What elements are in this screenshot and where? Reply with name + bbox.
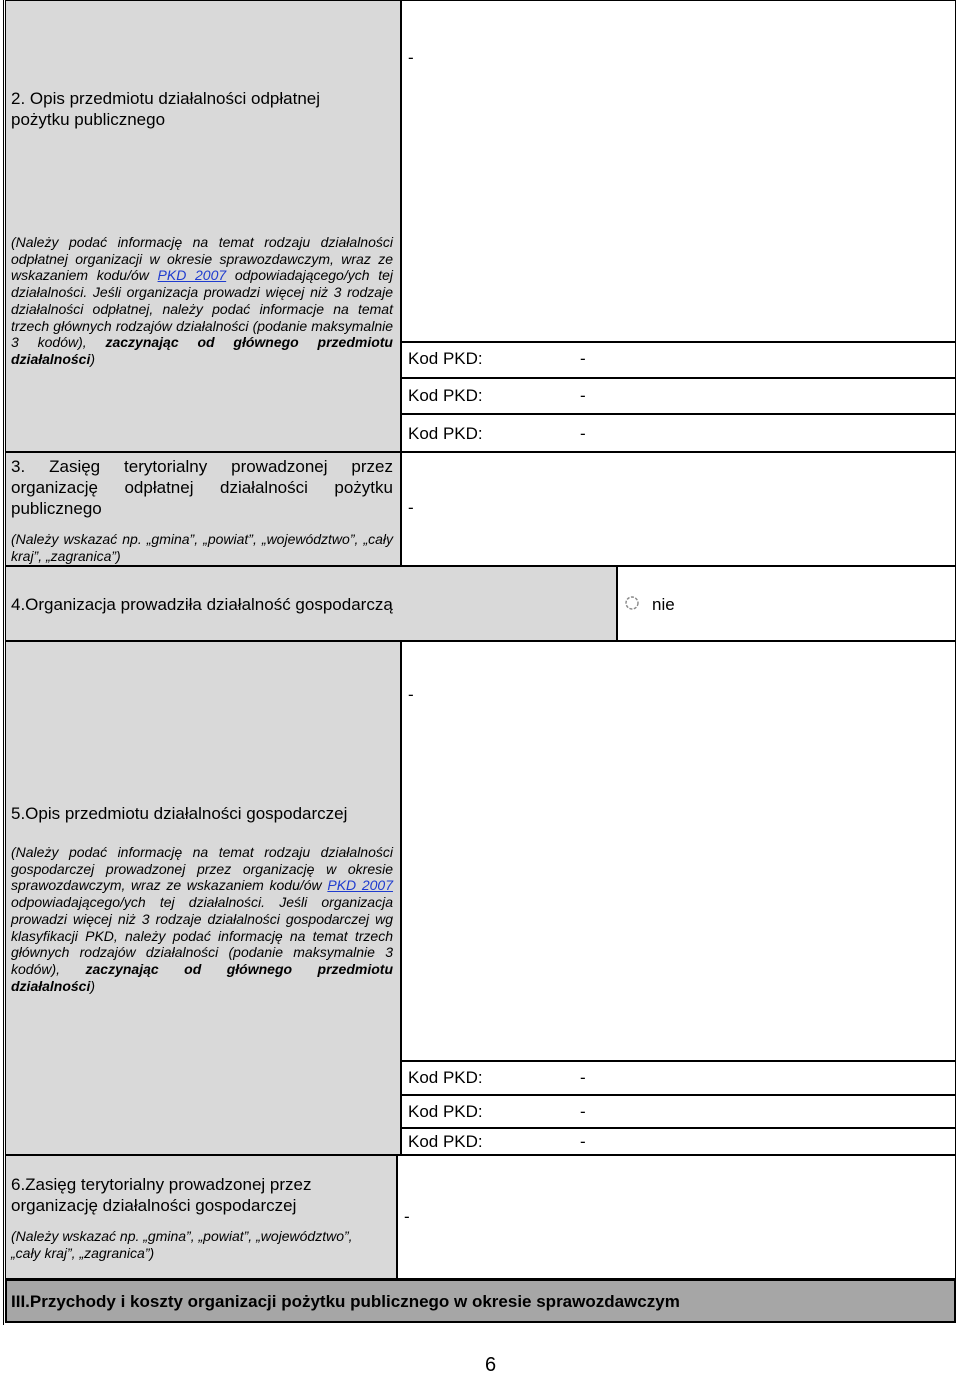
- section2-title: 2. Opis przedmiotu działalności odpłatnej pożytku publicznego: [11, 89, 321, 129]
- section2-kod-value-1: -: [580, 349, 586, 368]
- page-number: 6: [485, 1354, 497, 1376]
- section5-kod-label-1: Kod PKD:: [408, 1068, 483, 1087]
- section5-kod-value-3: -: [580, 1132, 586, 1151]
- section2-label-cell: [5, 0, 401, 452]
- pkd-2007-link[interactable]: PKD 2007: [157, 267, 227, 284]
- section2-value-field[interactable]: [401, 0, 956, 342]
- section2-kod-label-1: Kod PKD:: [408, 349, 483, 368]
- section2-value: -: [408, 48, 414, 67]
- radio-icon[interactable]: [625, 596, 639, 610]
- section5-kod-value-1: -: [580, 1068, 586, 1087]
- section5-kod-value-2: -: [580, 1102, 586, 1121]
- section5-title: 5.Opis przedmiotu działalności gospodarczej: [11, 804, 348, 823]
- section5-note: (Należy podać informację na temat rodzaju działalności gospodarczej prowadzonej przez organizację w okresie sprawozdawczym, wraz ze wskazaniem kodu/ów PKD 2007 odpowiadającego/ych tej działalności. Jeśli organizacja prowadzi więcej niż 3 rodzaje działalności gospodarczej wg klasyfikacji PKD, należy podać informację na temat trzech głównych rodzajów działalności (podanie maksymalnie 3 kodów), zaczynając od głównego przedmiotu działalności): [11, 844, 393, 994]
- section2-kod-row-2[interactable]: [401, 378, 956, 414]
- section6-value: -: [404, 1207, 410, 1226]
- section2-note: (Należy podać informację na temat rodzaju działalności odpłatnej organizacji w okresie sprawozdawczym, wraz ze wskazaniem kodu/ów PKD 2007 odpowiadającego/ych tej działalności. Jeśli organizacja prowadzi więcej niż 3 rodzaje działalności odpłatnej, należy podać informacje na temat trzech głównych rodzajów działalności (podanie maksymalnie 3 kodów), zaczynając od głównego przedmiotu działalności): [11, 234, 393, 367]
- section6-value-field[interactable]: [397, 1155, 956, 1279]
- section5-kod-label-3: Kod PKD:: [408, 1132, 483, 1151]
- section3-value-field[interactable]: [401, 452, 956, 566]
- section3-value: -: [408, 498, 414, 517]
- section4-radio-label: nie: [652, 595, 675, 614]
- section5-kod-row-2[interactable]: [401, 1095, 956, 1128]
- section5-kod-row-1[interactable]: [401, 1061, 956, 1095]
- section6-title: 6.Zasięg terytorialny prowadzonej przez organizację działalności gospodarczej: [11, 1175, 312, 1215]
- section2-kod-value-3: -: [580, 424, 586, 443]
- section3-title: 3. Zasięg terytorialny prowadzonej przez organizację odpłatnej działalności pożytku publicznego: [11, 457, 393, 518]
- section-iii-title: III.Przychody i koszty organizacji pożytku publicznego w okresie sprawozdawczym: [11, 1292, 680, 1311]
- section5-value-field[interactable]: [401, 641, 956, 1061]
- section2-kod-label-2: Kod PKD:: [408, 386, 483, 405]
- section2-kod-label-3: Kod PKD:: [408, 424, 483, 443]
- section5-kod-label-2: Kod PKD:: [408, 1102, 483, 1121]
- section5-kod-row-3[interactable]: [401, 1128, 956, 1155]
- section3-note: (Należy wskazać np. „gmina”, „powiat”, „województwo”, „cały kraj”, „zagranica”): [11, 531, 393, 564]
- section2-kod-row-3[interactable]: [401, 414, 956, 452]
- pkd-2007-link[interactable]: PKD 2007: [327, 877, 393, 894]
- section5-value: -: [408, 685, 414, 704]
- section2-kod-row-1[interactable]: [401, 342, 956, 378]
- section2-kod-value-2: -: [580, 386, 586, 405]
- section6-note: (Należy wskazać np. „gmina”, „powiat”, „województwo”, „cały kraj”, „zagranica”): [11, 1228, 353, 1261]
- section4-title: 4.Organizacja prowadziła działalność gospodarczą: [11, 595, 393, 614]
